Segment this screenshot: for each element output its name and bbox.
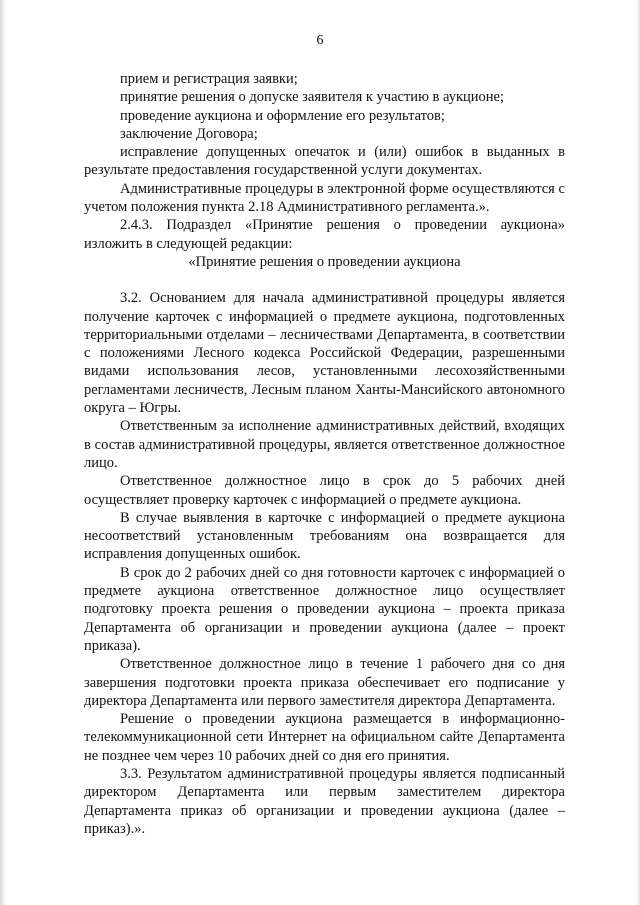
list-item-corrections: исправление допущенных опечаток и (или) ошибок в выданных в результате предоставления государственной услуги документах. [84, 144, 565, 179]
paragraph-signing: Ответственное должностное лицо в течение 1 рабочего дня со дня завершения подготовки проекта приказа обеспечивает его подписание у директора Департамента или первого заместителя директора Департамента. [84, 656, 565, 709]
paragraph-nonconformity: В случае выявления в карточке с информацией о предмете аукциона несоответствий установленным требованиям она возвращается для исправления допущенных ошибок. [84, 509, 565, 563]
paragraph-publication: Решение о проведении аукциона размещается в информационно-телекоммуникационной сети Интернет на официальном сайте Департамента не позднее чем через 10 рабочих дней со дня его принятия. [84, 711, 565, 764]
page-number: 6 [316, 33, 324, 48]
paragraph-amendment-2-4-3: 2.4.3. Подраздел «Принятие решения о проведении аукциона» изложить в следующей редакции: [84, 217, 565, 252]
list-item-contract: заключение Договора; [120, 125, 258, 142]
list-item-admission-decision: принятие решения о допуске заявителя к участию в аукционе; [120, 89, 504, 106]
paragraph-3-3-result: 3.3. Результатом административной процедуры является подписанный директором Департамента или первым заместителем директора Департамента приказ об организации и проведении аукциона (далее – приказ).». [84, 765, 565, 837]
list-item-auction-conduct: проведение аукциона и оформление его результатов; [120, 107, 445, 124]
paragraph-responsible: Ответственным за исполнение административных действий, входящих в состав административной процедуры, является ответственное должностное лицо. [84, 418, 565, 471]
paragraph-draft-order: В срок до 2 рабочих дней со дня готовности карточек с информацией о предмете аукциона ответственное должностное лицо осуществляет подготовку проекта решения о проведении аукциона – проекта приказа Департамента об организации и проведении аукциона (далее – проект приказа). [84, 564, 565, 654]
section-heading: «Принятие решения о проведении аукциона [188, 253, 461, 270]
paragraph-check-cards: Ответственное должностное лицо в срок до 5 рабочих дней осуществляет проверку карточек с информацией о предмете аукциона. [84, 473, 565, 508]
paragraph-electronic-procedures: Административные процедуры в электронной форме осуществляются с учетом положения пункта 2.18 Административного регламента.». [84, 180, 565, 216]
scan-edge-left [0, 0, 6, 905]
list-item-reception: прием и регистрация заявки; [120, 71, 298, 87]
paragraph-3-2: 3.2. Основанием для начала административной процедуры является получение карточек с информацией о предмете аукциона, подготовленных территориальными отделами – лесничествами Департамента, в соответствии с положениями Лесного кодекса Российской Федерации, разрешенными видами использования лесов, установленными лесохозяйственными регламентами лесничеств, Лесным планом Ханты-Мансийского автономного округа – Югры. [84, 290, 565, 417]
scan-edge-right [636, 0, 640, 905]
document-body [84, 70, 565, 838]
